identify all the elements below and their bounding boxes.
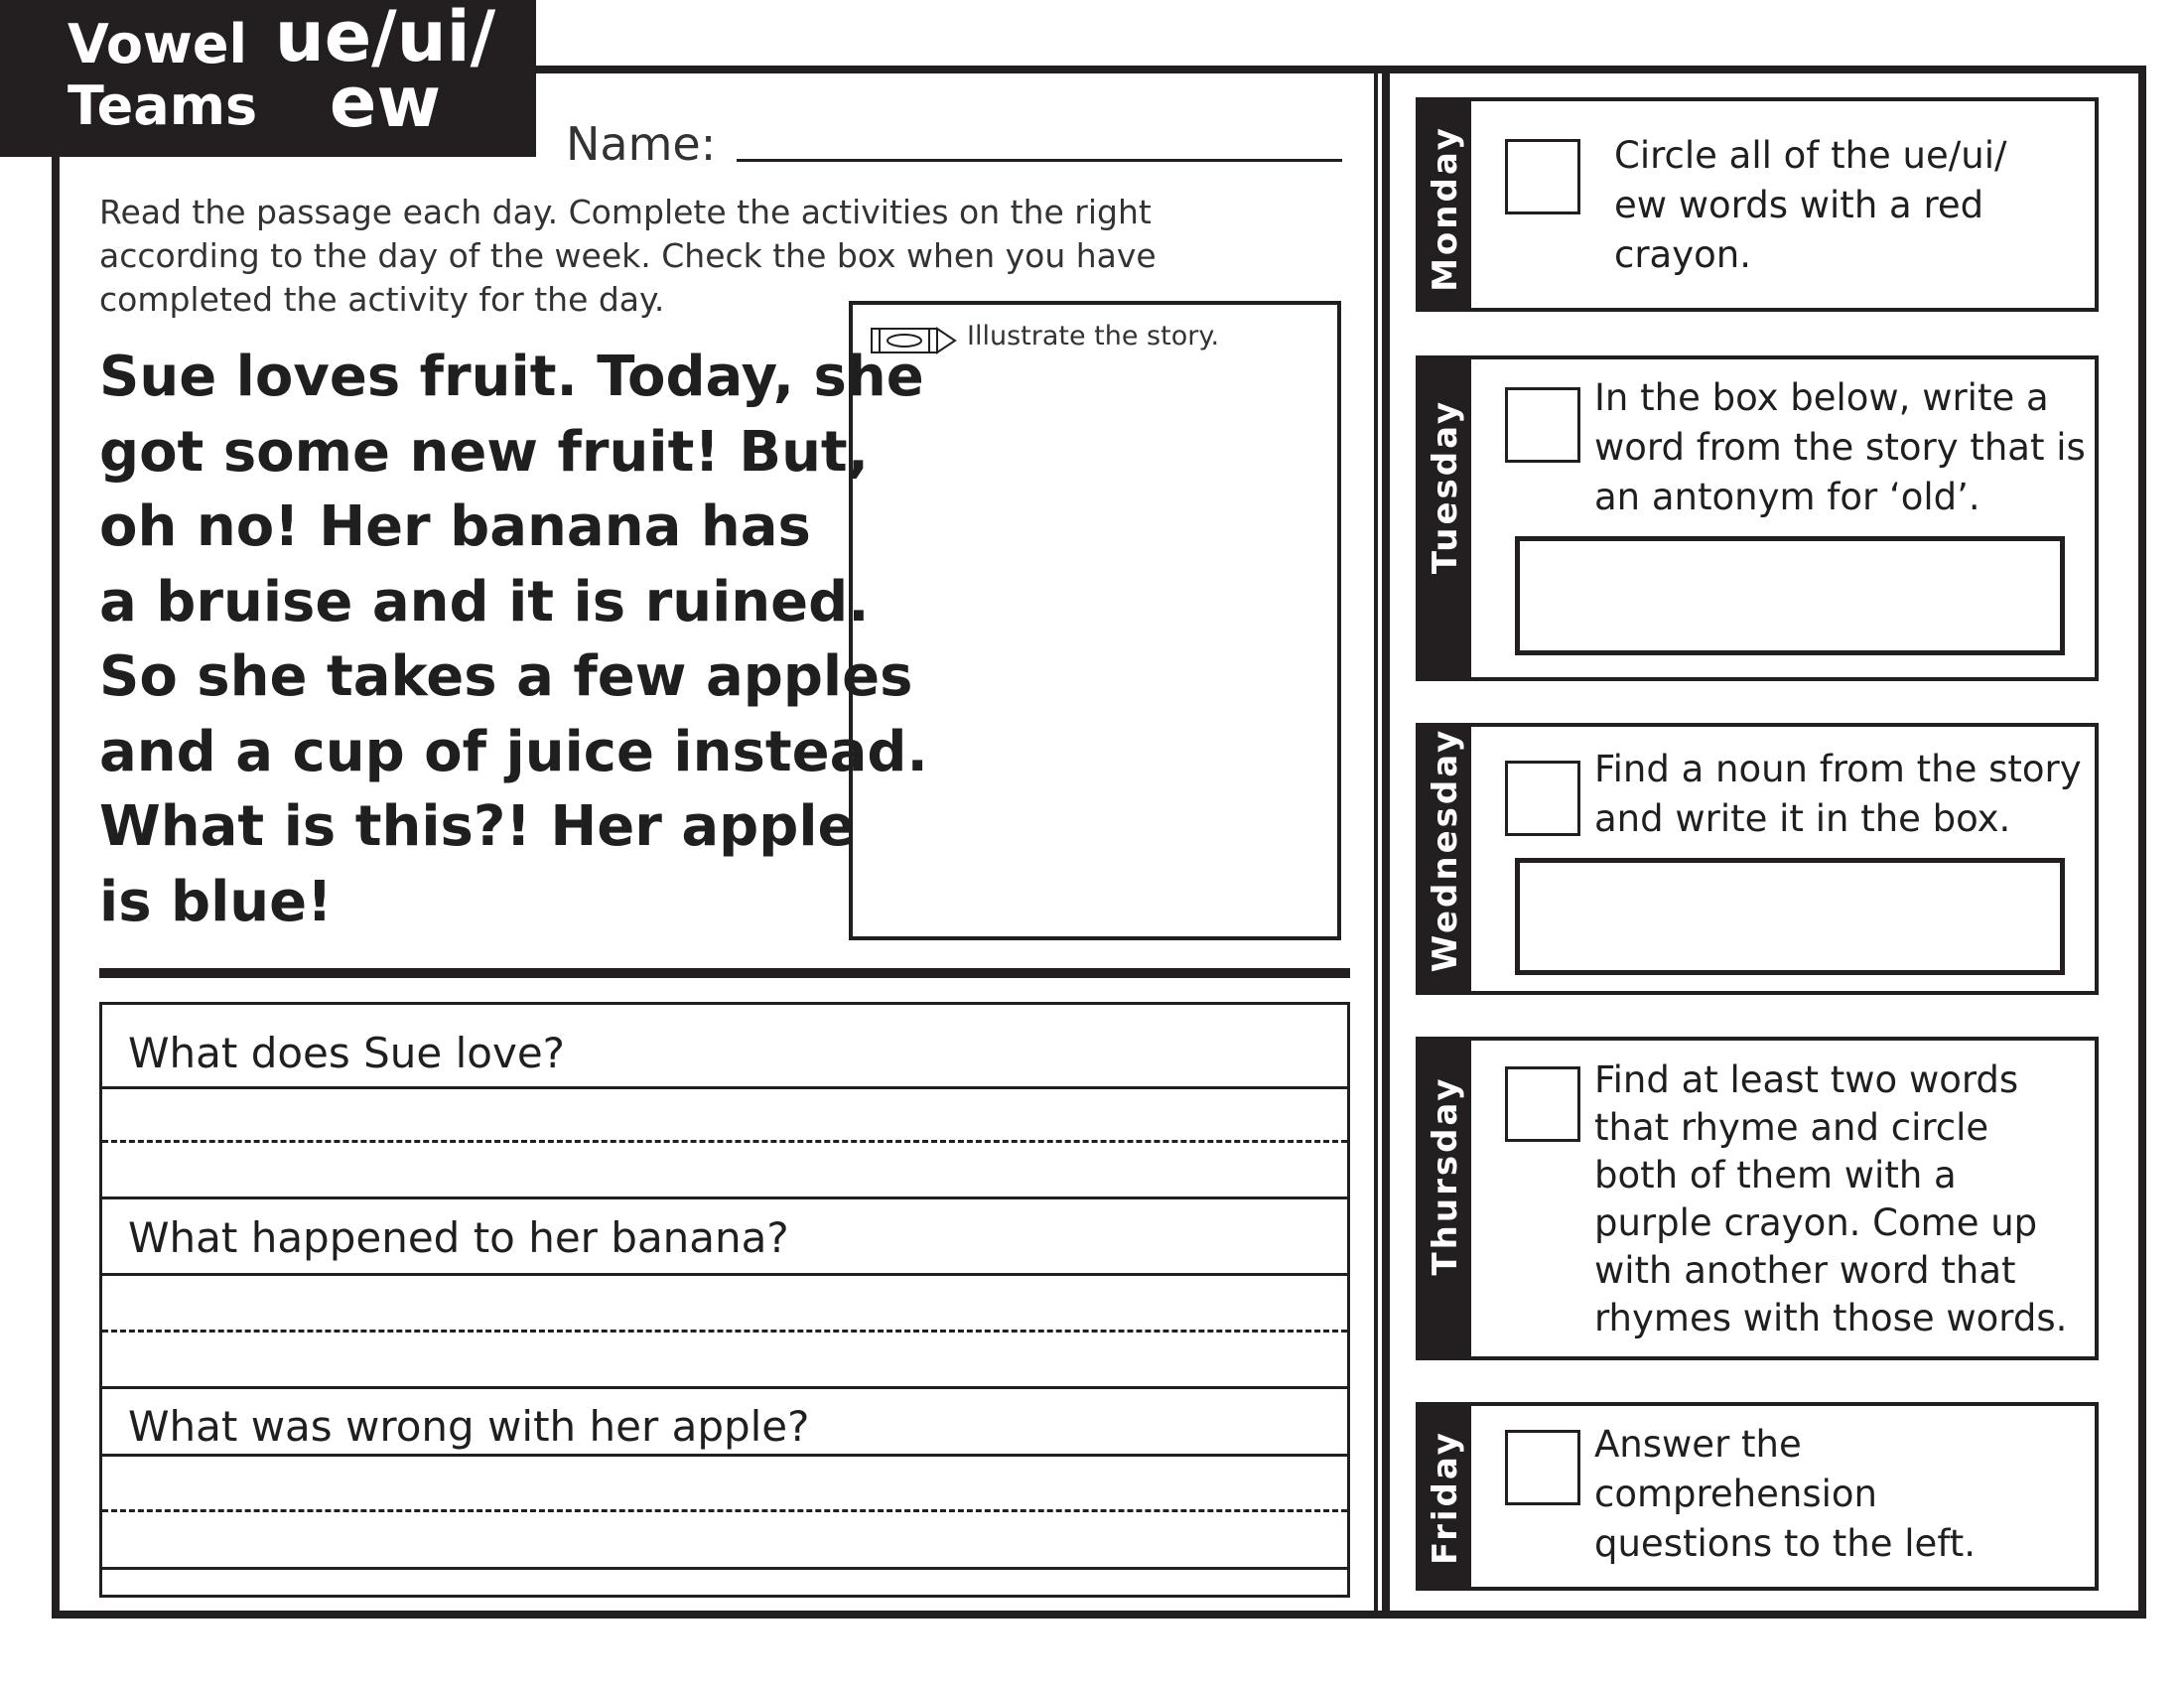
answer-box-wednesday[interactable] — [1515, 858, 2065, 975]
illustrate-label: Illustrate the story. — [967, 321, 1220, 352]
day-label-wednesday: Wednesday — [1426, 727, 1465, 973]
activity-line: ew words with a red — [1614, 184, 1984, 226]
passage-line: got some new fruit! But, — [99, 419, 869, 485]
instructions-line: completed the activity for the day. — [99, 280, 665, 319]
question-3: What was wrong with her apple? — [128, 1402, 810, 1451]
writing-line — [102, 1273, 1347, 1276]
activity-line: Find a noun from the story — [1594, 748, 2082, 790]
activity-line: crayon. — [1614, 233, 1751, 276]
activity-line: word from the story that is — [1594, 426, 2086, 469]
activity-line: In the box below, write a — [1594, 376, 2049, 419]
checkbox-thursday[interactable] — [1505, 1066, 1580, 1142]
answer-line-3[interactable] — [102, 1509, 1347, 1512]
day-tuesday — [1416, 355, 2099, 681]
passage-line: So she takes a few apples — [99, 644, 913, 709]
passage-line: oh no! Her banana has — [99, 494, 811, 559]
activity-line: purple crayon. Come up — [1594, 1201, 2038, 1244]
panel-separator — [1374, 66, 1388, 1618]
activity-monday — [1614, 131, 2006, 280]
answer-box-tuesday[interactable] — [1515, 536, 2065, 655]
activity-line: both of them with a — [1594, 1154, 1957, 1196]
activity-line: rhymes with those words. — [1594, 1297, 2068, 1339]
answer-line-1[interactable] — [102, 1140, 1347, 1143]
instructions-line: Read the passage each day. Complete the activities on the right — [99, 193, 1152, 231]
day-friday — [1416, 1402, 2099, 1591]
activity-line: and write it in the box. — [1594, 797, 2011, 840]
day-wednesday — [1416, 723, 2099, 995]
day-label-tuesday: Tuesday — [1426, 398, 1465, 575]
day-label-friday: Friday — [1426, 1430, 1465, 1565]
activity-line: Circle all of the ue/ui/ — [1614, 134, 2007, 177]
title-line: ew — [329, 62, 442, 143]
checkbox-friday[interactable] — [1505, 1430, 1580, 1505]
activity-tuesday — [1594, 373, 2086, 522]
activity-line: Find at least two words — [1594, 1058, 2019, 1101]
reading-passage — [99, 340, 928, 939]
comprehension-questions — [99, 1002, 1350, 1598]
passage-line: What is this?! Her apple — [99, 794, 856, 859]
passage-line: and a cup of juice instead. — [99, 719, 928, 784]
title-vowel-teams — [68, 14, 257, 137]
passage-line: is blue! — [99, 869, 333, 934]
passage-line: Sue loves fruit. Today, she — [99, 345, 924, 409]
answer-line-2[interactable] — [102, 1330, 1347, 1333]
writing-line — [102, 1196, 1347, 1199]
title-line: ue/ui/ — [274, 0, 496, 77]
writing-line — [102, 1086, 1347, 1089]
passage-line: a bruise and it is ruined. — [99, 569, 870, 634]
question-1: What does Sue love? — [128, 1029, 565, 1077]
checkbox-monday[interactable] — [1505, 139, 1580, 214]
writing-line — [102, 1567, 1347, 1570]
activity-line: questions to the left. — [1594, 1522, 1976, 1565]
name-label: Name: — [566, 117, 717, 171]
checkbox-wednesday[interactable] — [1505, 761, 1580, 836]
instructions-line: according to the day of the week. Check the box when you have — [99, 236, 1157, 275]
activity-friday — [1594, 1420, 2095, 1569]
activity-line: Answer the comprehension — [1594, 1423, 1877, 1515]
question-2: What happened to her banana? — [128, 1213, 789, 1262]
illustration-box[interactable] — [849, 301, 1341, 940]
day-label-monday: Monday — [1426, 125, 1465, 292]
day-thursday — [1416, 1037, 2099, 1360]
title-spelling-pattern — [266, 0, 504, 143]
crayon-icon — [870, 326, 957, 355]
writing-line — [102, 1386, 1347, 1389]
title-line: Vowel — [68, 13, 247, 75]
activity-thursday — [1594, 1056, 2067, 1342]
day-monday — [1416, 97, 2099, 312]
title-line: Teams — [68, 74, 258, 137]
activity-line: an antonym for ‘old’. — [1594, 476, 1980, 518]
activity-line: that rhyme and circle — [1594, 1106, 1989, 1149]
day-label-thursday: Thursday — [1426, 1075, 1465, 1276]
activity-wednesday — [1594, 745, 2082, 844]
name-field[interactable] — [737, 159, 1342, 162]
checkbox-tuesday[interactable] — [1505, 387, 1580, 463]
writing-line — [102, 1454, 1347, 1457]
section-divider — [99, 968, 1350, 978]
activity-line: with another word that — [1594, 1249, 2016, 1292]
